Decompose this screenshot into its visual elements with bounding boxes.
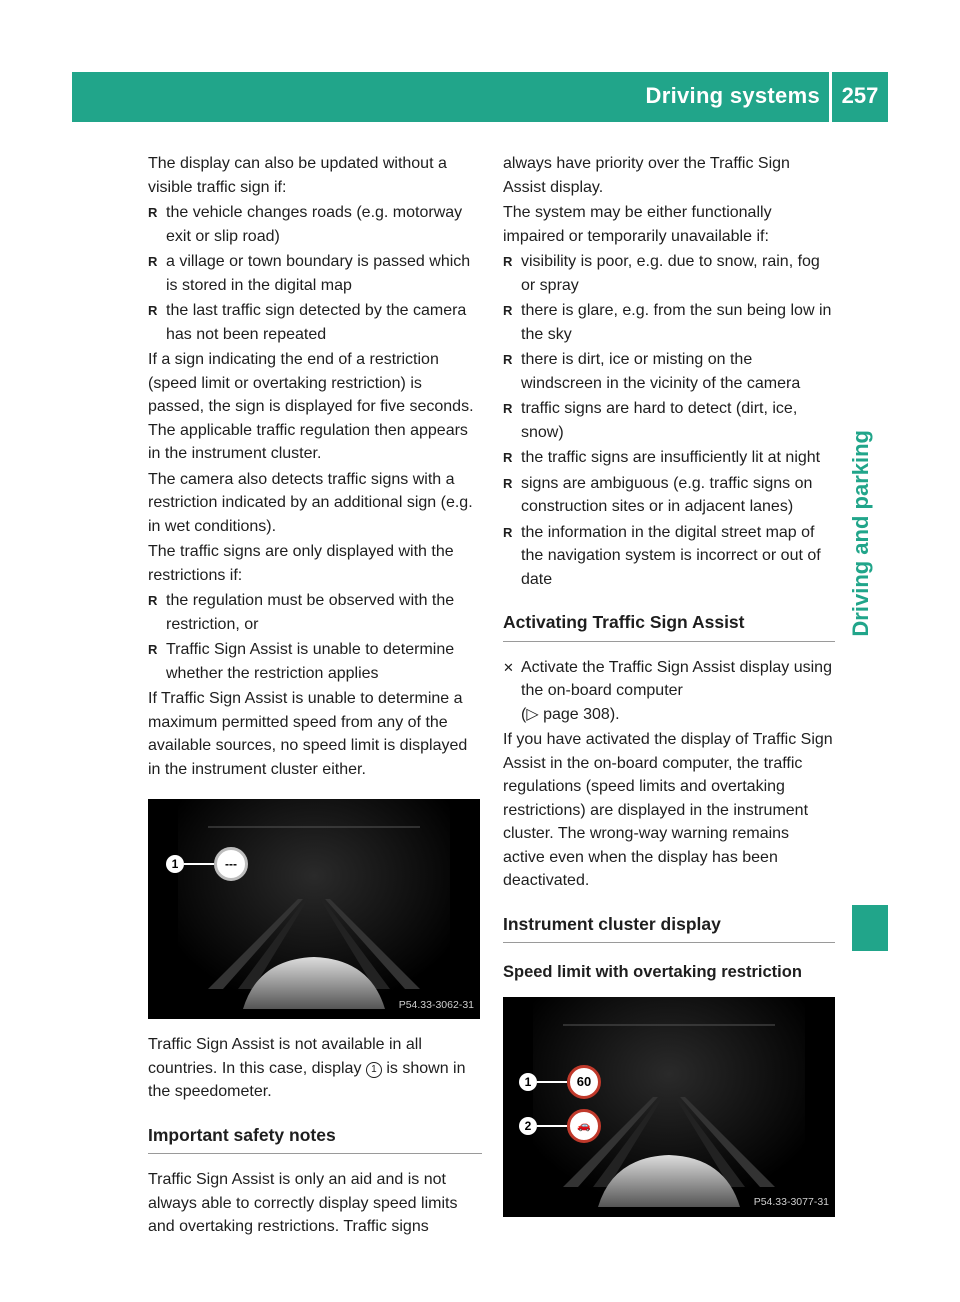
callout-2: 2	[519, 1117, 537, 1135]
paragraph: The camera also detects traffic signs with a restriction indicated by an additional sign (e.g. in wet conditions).	[148, 470, 473, 535]
paragraph: The system may be either functionally impaired or temporarily unavailable if:	[503, 204, 772, 245]
paragraph: Traffic Sign Assist is not available in all countries. In this case, display 1 is shown in the speedometer.	[148, 1036, 466, 1100]
side-tab-label: Driving and parking	[848, 430, 873, 637]
heading-cluster-display: Instrument cluster display	[503, 913, 835, 944]
instruction-step: ✕ Activate the Traffic Sign Assist display using the on-board computer (▷ page 308).	[503, 656, 835, 727]
paragraph: If a sign indicating the end of a restriction (speed limit or overtaking restriction) is passed, the sign is displayed for five seconds. The applicable traffic regulation then appears in the instrument cluster.	[148, 351, 474, 462]
road-display-graphic	[148, 799, 480, 1019]
instrument-cluster-figure-no-limit	[148, 799, 480, 1019]
heading-activating: Activating Traffic Sign Assist	[503, 611, 835, 642]
callout-1: 1	[166, 855, 184, 873]
paragraph: The traffic signs are only displayed with the restrictions if:	[148, 543, 454, 584]
section-title: Driving systems	[645, 83, 820, 108]
callout-line	[537, 1081, 567, 1083]
right-column	[503, 152, 835, 1227]
no-overtaking-sign-icon: 🚗	[567, 1109, 601, 1143]
instrument-cluster-figure-speed-limit	[503, 997, 835, 1217]
subheading-speed-limit: Speed limit with overtaking restriction	[503, 963, 802, 981]
list-item: R a village or town boundary is passed which is stored in the digital map	[148, 253, 471, 294]
callout-line	[537, 1125, 567, 1127]
list-item: R visibility is poor, e.g. due to snow, rain, fog or spray	[503, 253, 820, 294]
list-item: R the regulation must be observed with the restriction, or	[148, 592, 455, 633]
figure-code: P54.33-3062-31	[398, 998, 474, 1011]
inline-callout: 1	[366, 1062, 382, 1078]
callout-line	[184, 863, 214, 865]
left-column	[148, 152, 482, 1241]
no-limit-sign: ---	[214, 847, 248, 881]
callout-1: 1	[519, 1073, 537, 1091]
figure-code: P54.33-3077-31	[753, 1196, 829, 1208]
page-number: 257	[841, 83, 879, 108]
list-item: R the information in the digital street map of the navigation system is incorrect or out of date	[503, 523, 821, 588]
page-header	[72, 72, 888, 122]
paragraph: If you have activated the display of Traffic Sign Assist in the on-board computer, the traffic regulations (speed limits and overtaking restrictions) are displayed in the instrument cluster. The wrong-way warning remains active even when the display has been deactivated.	[503, 731, 833, 889]
paragraph: Traffic Sign Assist is only an aid and is not always able to correctly display speed limits and overtaking restrictions. Traffic signs	[148, 1171, 458, 1235]
side-tab-marker	[852, 905, 888, 951]
road-display-graphic	[503, 997, 835, 1217]
heading-safety-notes: Important safety notes	[148, 1124, 482, 1155]
list-item: R Traffic Sign Assist is unable to determine whether the restriction applies	[148, 641, 455, 682]
paragraph: If Traffic Sign Assist is unable to determine a maximum permitted speed from any of the available sources, no speed limit is displayed in the instrument cluster either.	[148, 690, 468, 778]
page-reference-link[interactable]: (▷ page 308).	[521, 705, 620, 723]
list-item: R the vehicle changes roads (e.g. motorway exit or slip road)	[148, 204, 463, 245]
list-item: R the last traffic sign detected by the camera has not been repeated	[148, 302, 467, 343]
speed-limit-sign: 60	[567, 1065, 601, 1099]
list-item: R there is dirt, ice or misting on the windscreen in the vicinity of the camera	[503, 351, 801, 392]
list-item: R signs are ambiguous (e.g. traffic signs on construction sites or in adjacent lanes)	[503, 474, 813, 515]
list-item: R traffic signs are hard to detect (dirt, ice, snow)	[503, 400, 798, 441]
list-item: R the traffic signs are insufficiently lit at night	[503, 449, 821, 466]
list-item: R there is glare, e.g. from the sun being low in the sky	[503, 302, 832, 343]
paragraph: The display can also be updated without a visible traffic sign if:	[148, 155, 447, 196]
step-arrow-icon: ✕	[503, 659, 514, 675]
paragraph: always have priority over the Traffic Sign Assist display.	[503, 155, 790, 196]
